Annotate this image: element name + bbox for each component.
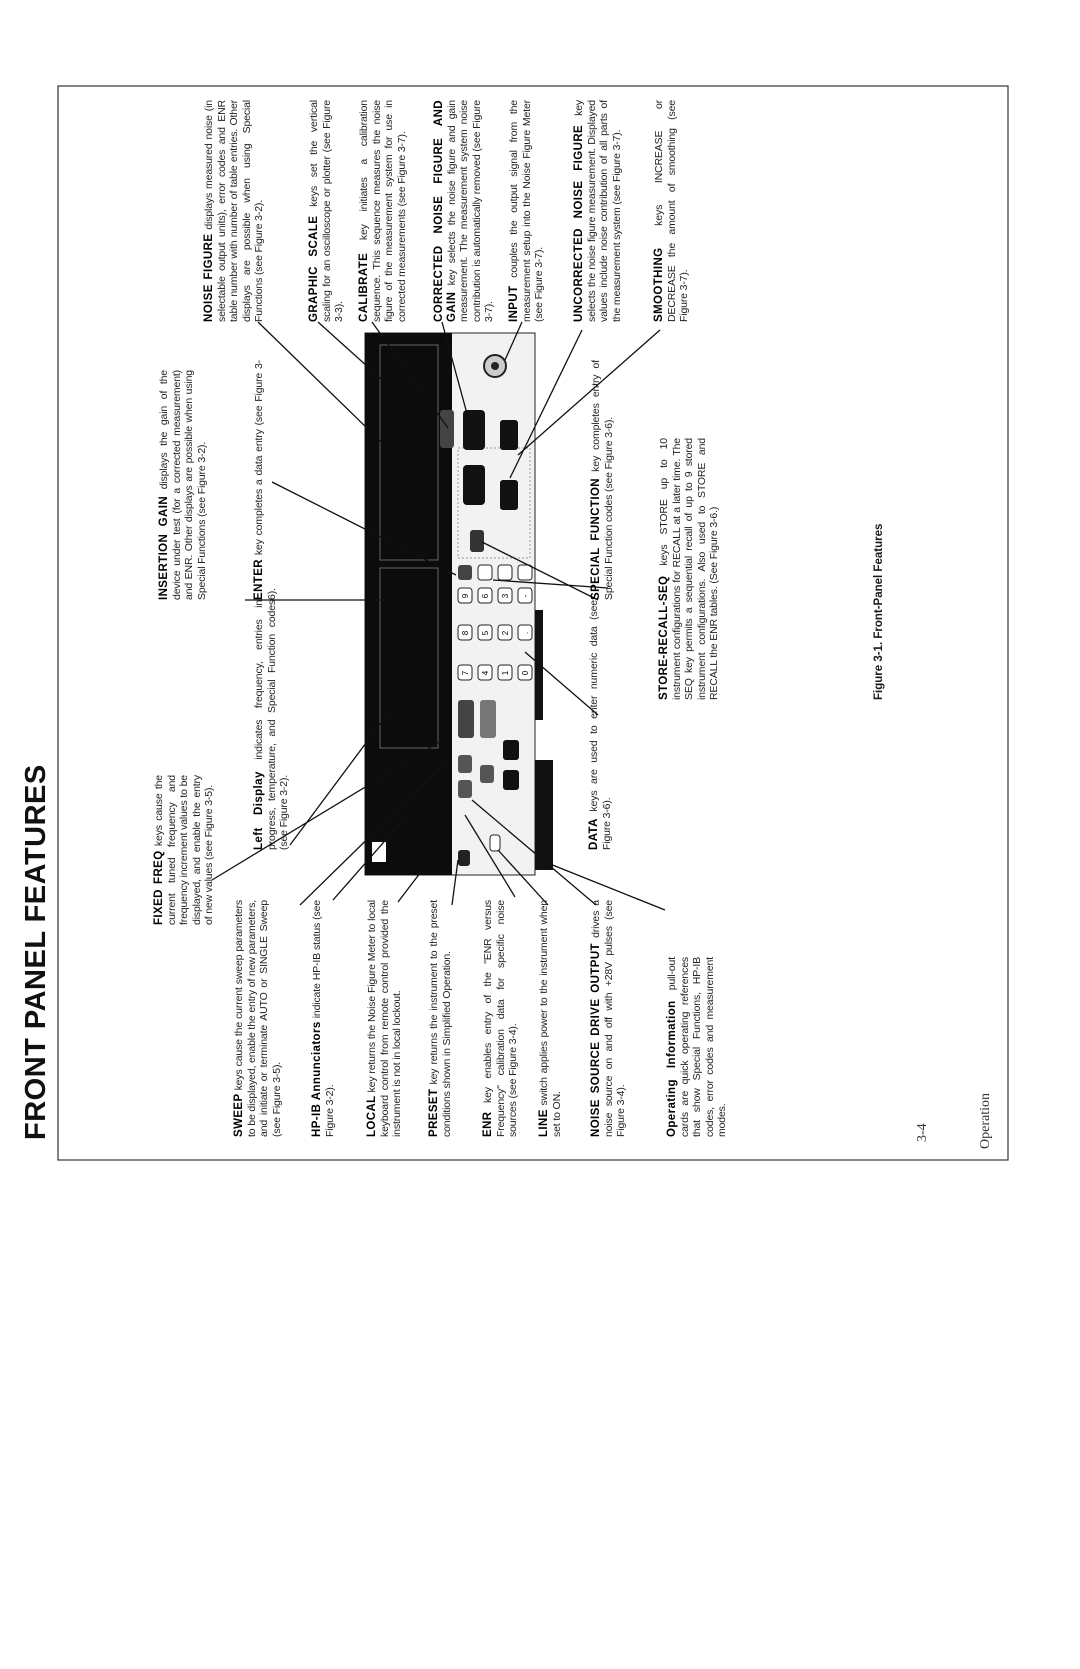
callout-description: key initiates a calibration sequence. This sequence measures the noise figure of the measurement system for use in corrected measurements (see Figure 3-7). [358, 100, 408, 322]
figure-caption: Figure 3-1. Front-Panel Features [873, 523, 885, 700]
callout-hpib [311, 900, 336, 1137]
callout-term: ENTER [253, 559, 265, 600]
callout-term: NOISE FIGURE [203, 233, 215, 322]
callout-term: STORE-RECALL-SEQ [658, 575, 670, 700]
callout-term: UNCORRECTED NOISE FIGURE [573, 124, 585, 322]
callout-description: key returns the instrument to the preset conditions shown in Simplified Operation. [428, 900, 453, 1137]
keypad-key-label: 5 [481, 630, 490, 636]
keypad-key-label: 6 [481, 593, 490, 599]
callout-term: SWEEP [233, 1093, 245, 1137]
page-number: 3-4 [915, 1123, 930, 1142]
callout-description: switch applies power to the instrument when set to ON. [538, 900, 563, 1137]
callout-description: key selects the noise figure and gain measurement. The measurement system noise contribution is automatically removed (see Figure 3-7). [445, 100, 496, 322]
callout-operating-info [666, 957, 729, 1137]
callout-description: key completes a data entry (see Figure 3-6). [253, 360, 278, 600]
callout-description: key returns the Noise Figure Meter to local keyboard control from remote control provided the instrument is not in local lockout. [366, 900, 404, 1137]
callout-description: keys cause the current tuned frequency and frequency increment values to be displayed, and enable the entry of new values (see Figure 3-5). [153, 775, 216, 925]
keypad-key-label: - [521, 594, 530, 598]
callout-term: ENR [482, 1111, 494, 1137]
callout-term: LOCAL [366, 1095, 378, 1137]
callout-term: Operating Information [666, 1000, 678, 1137]
callout-enter [253, 360, 278, 600]
callout-description: displays the gain of the device under test (for a corrected measurement) and ENR. Other displays are possible when using Special Functions (see Figure 3-2). [158, 370, 208, 600]
callout-insertion-gain [158, 370, 208, 600]
callout-smoothing [653, 100, 691, 322]
callout-description: indicates frequency, entries in progress, temperature, and Special Function codes (see Figure 3-2). [253, 599, 291, 850]
callout-description: couples the output signal from the measurement setup into the Noise Figure Meter (see Figure 3-7). [508, 100, 546, 322]
callout-calibrate [358, 100, 408, 322]
callout-description: pull-out cards are quick operating references that show Special Functions, HP-IB codes, error codes and measurement modes. [666, 957, 729, 1137]
callout-special-function [590, 360, 615, 600]
callout-description: indicate HP-IB status (see Figure 3-2). [311, 899, 336, 1137]
callout-term: SMOOTHING [653, 247, 665, 322]
keypad-key-label: 9 [461, 593, 470, 599]
keypad-key-label: 7 [461, 670, 470, 676]
callout-term: Left Display [253, 771, 265, 850]
callout-description: keys set the vertical scaling for an oscilloscope or plotter (see Figure 3-3). [308, 100, 346, 322]
callout-description: drives a noise source on and off with +28V pulses (see Figure 3-4). [590, 900, 628, 1137]
callout-description: keys cause the current sweep parameters to be displayed, enable the entry of new parameters, and initiate or terminate AUTO or SINGLE Sweep (see Figure 3-5). [233, 900, 283, 1137]
callout-noise-source [590, 900, 628, 1137]
callout-term: CORRECTED NOISE FIGURE AND GAIN [433, 100, 458, 322]
callout-term: HP-IB Annunciators [311, 1021, 323, 1137]
callout-input [508, 100, 546, 322]
callout-preset [428, 900, 453, 1137]
callout-graphic-scale [308, 100, 346, 322]
callout-term: PRESET [428, 1088, 440, 1137]
keypad-key-label: 0 [521, 670, 530, 676]
callout-noise-figure [203, 100, 266, 322]
callout-local [366, 900, 404, 1137]
keypad-key-label: 1 [501, 670, 510, 676]
callout-term: DATA [588, 818, 600, 850]
callout-term: CALIBRATE [358, 252, 370, 322]
callout-description: keys INCREASE or DECREASE the amount of smoothing (see Figure 3-7). [653, 100, 691, 322]
callout-data [588, 600, 613, 850]
callout-description: key enables entry of the "ENR versus Frequency" calibration data for specific noise sources (see Figure 3-4). [482, 900, 520, 1137]
callout-uncorrected [573, 100, 623, 322]
page-title: FRONT PANEL FEATURES [20, 764, 52, 1140]
callout-description: keys are used to enter numeric data (see Figure 3-6). [588, 600, 613, 850]
callout-description: keys STORE up to 10 instrument configurations for RECALL at a later time. The SEQ key permits a sequential recall of up to 9 stored instrument configurations. Also used to STORE and RECALL the ENR tables. (See Figure 3-6.) [658, 438, 721, 700]
section-name: Operation [978, 1093, 993, 1149]
callout-store-recall [658, 438, 721, 700]
callout-term: SPECIAL FUNCTION [590, 477, 602, 600]
callout-sweep [233, 900, 283, 1137]
callout-term: LINE [538, 1109, 550, 1137]
callout-fixed-freq [153, 775, 216, 925]
callout-term: FIXED FREQ [153, 850, 165, 925]
callout-description: key completes entry of Special Function codes (see Figure 3-6). [590, 359, 615, 600]
callout-term: GRAPHIC SCALE [308, 215, 320, 322]
keypad-key-label: 2 [501, 630, 510, 636]
keypad-key-label: 3 [501, 593, 510, 599]
keypad-key-label: 4 [481, 670, 490, 676]
callout-left-display [253, 600, 291, 850]
callout-description: key selects the noise figure measurement. Displayed values include noise contribution of all parts of the measurement system (see Figure 3-7). [573, 100, 623, 322]
callout-term: INPUT [508, 285, 520, 322]
keypad-key-label: 8 [461, 630, 470, 636]
callout-description: displays measured noise (in selectable output units), error codes and ENR table number with number of table entries. Other displays are possible when using Special Functions (see Figure 3-2). [203, 100, 266, 322]
keypad-key-label: . [521, 631, 530, 635]
callout-corrected [433, 100, 496, 322]
callout-enr [482, 900, 520, 1137]
callout-term: NOISE SOURCE DRIVE OUTPUT [590, 943, 602, 1137]
callout-term: INSERTION GAIN [158, 495, 170, 600]
callout-line [538, 900, 563, 1137]
